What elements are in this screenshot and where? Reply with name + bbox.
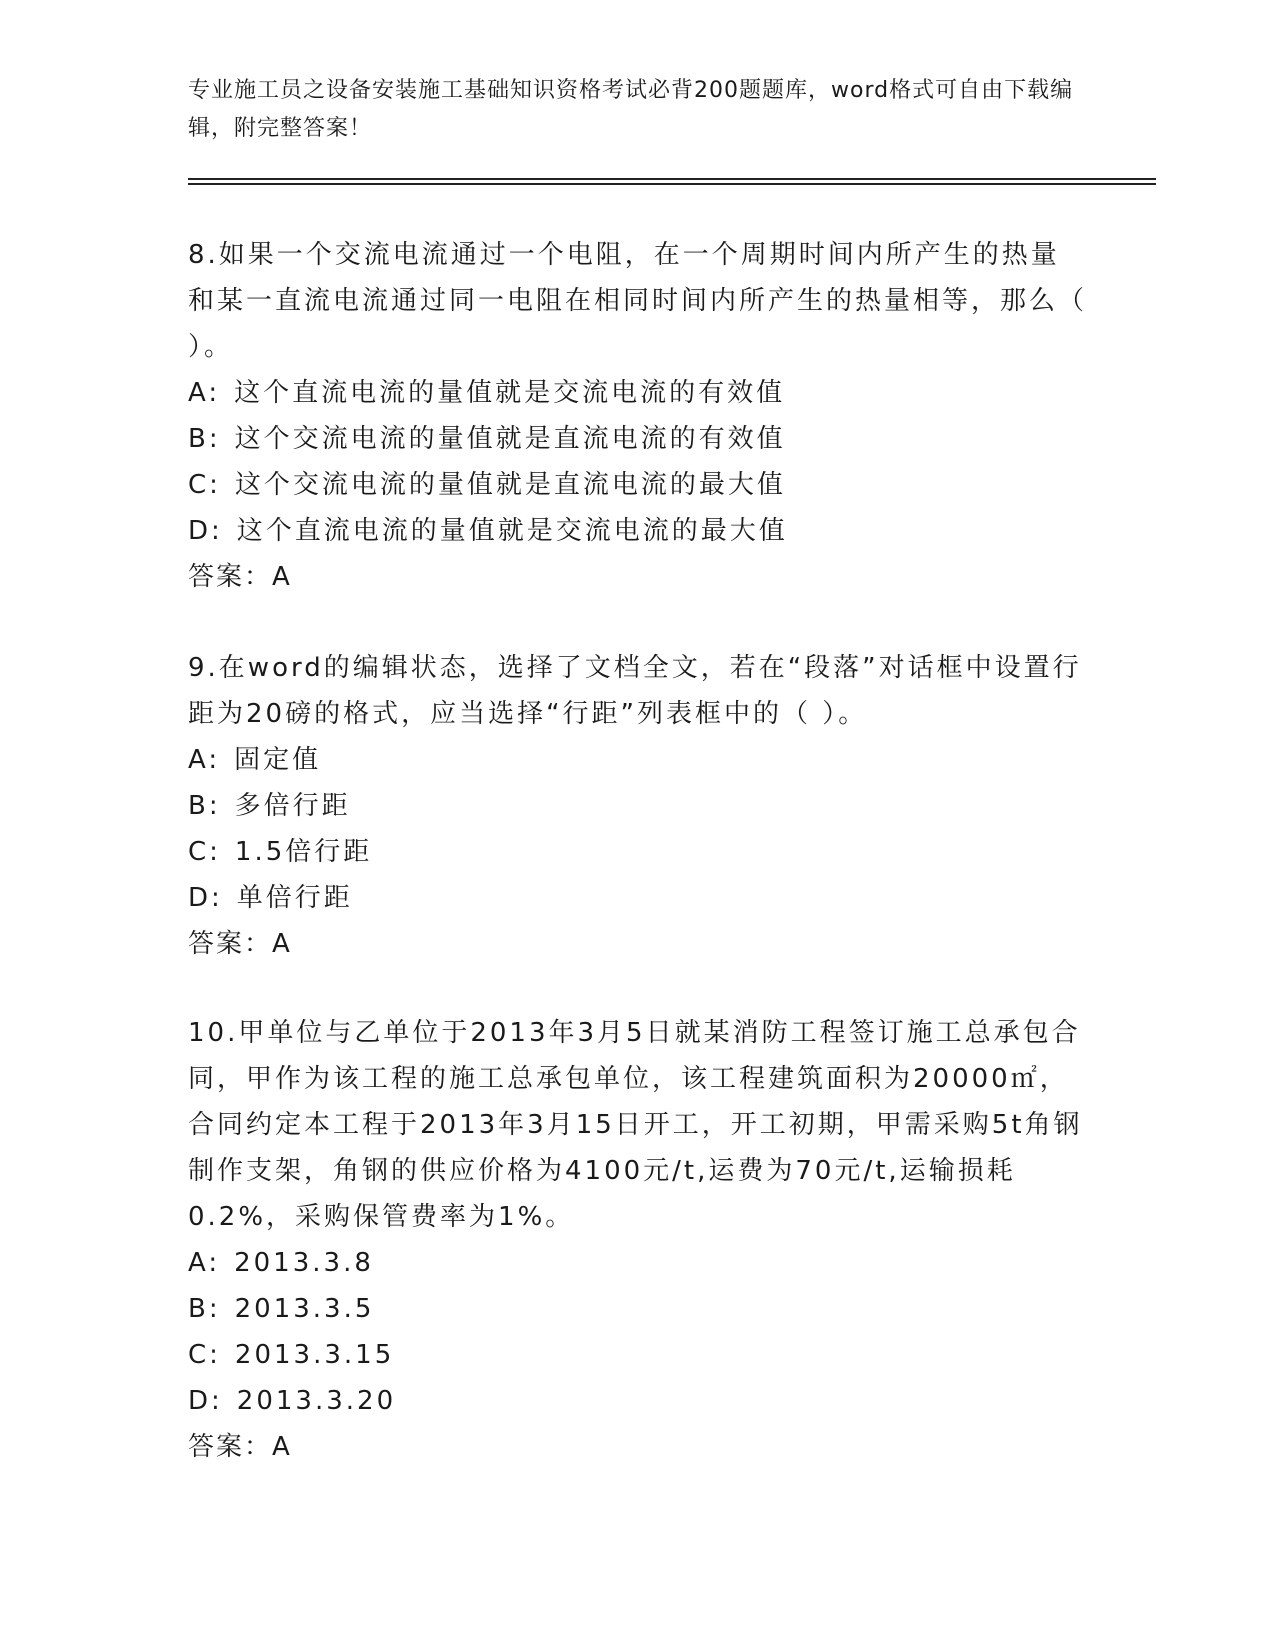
option-text: 2013.3.8 bbox=[234, 1248, 374, 1278]
question-8 bbox=[188, 232, 1088, 600]
option-b bbox=[188, 416, 1088, 462]
answer: 答案：A bbox=[188, 562, 292, 592]
option-b bbox=[188, 783, 1088, 829]
option-letter: A: bbox=[188, 745, 221, 775]
question-stem: 10.甲单位与乙单位于2013年3月5日就某消防工程签订施工总承包合同，甲作为该工程的施工总承包单位，该工程建筑面积为20000㎡，合同约定本工程于2013年3月15日开工，开工初期，甲需采购5t角钢制作支架，角钢的供应价格为4100元/t,运费为70元/t,运输损耗0.2%，采购保管费率为1%。 bbox=[188, 1018, 1083, 1232]
option-d bbox=[188, 1378, 1088, 1424]
question-9 bbox=[188, 645, 1088, 967]
option-text: 这个交流电流的量值就是直流电流的最大值 bbox=[234, 470, 786, 500]
option-letter: C: bbox=[188, 1340, 221, 1370]
option-text: 多倍行距 bbox=[234, 791, 351, 821]
option-a bbox=[188, 370, 1088, 416]
option-d bbox=[188, 875, 1088, 921]
option-b bbox=[188, 1286, 1088, 1332]
option-letter: C: bbox=[188, 837, 221, 867]
option-letter: B: bbox=[188, 1294, 221, 1324]
option-c bbox=[188, 1332, 1088, 1378]
answer: 答案：A bbox=[188, 929, 292, 959]
option-text: 2013.3.20 bbox=[236, 1386, 397, 1416]
option-letter: D: bbox=[188, 1386, 223, 1416]
document-header: 专业施工员之设备安装施工基础知识资格考试必背200题题库，word格式可自由下载编辑，附完整答案！ bbox=[188, 78, 1074, 141]
option-letter: C: bbox=[188, 470, 221, 500]
question-stem: 9.在word的编辑状态，选择了文档全文，若在“段落”对话框中设置行距为20磅的格式，应当选择“行距”列表框中的（ ）。 bbox=[188, 653, 1082, 729]
option-letter: D: bbox=[188, 883, 223, 913]
option-c bbox=[188, 829, 1088, 875]
option-c bbox=[188, 462, 1088, 508]
option-text: 这个直流电流的量值就是交流电流的最大值 bbox=[236, 516, 788, 546]
option-a bbox=[188, 737, 1088, 783]
question-stem: 8.如果一个交流电流通过一个电阻，在一个周期时间内所产生的热量和某一直流电流通过同一电阻在相同时间内所产生的热量相等，那么（ ）。 bbox=[188, 240, 1088, 362]
option-letter: A: bbox=[188, 1248, 221, 1278]
option-text: 2013.3.15 bbox=[234, 1340, 395, 1370]
answer: 答案：A bbox=[188, 1432, 292, 1462]
header-divider-bottom bbox=[188, 183, 1156, 185]
option-text: 1.5倍行距 bbox=[234, 837, 373, 867]
option-text: 这个直流电流的量值就是交流电流的有效值 bbox=[234, 378, 786, 408]
option-text: 这个交流电流的量值就是直流电流的有效值 bbox=[234, 424, 786, 454]
option-text: 单倍行距 bbox=[236, 883, 353, 913]
option-letter: A: bbox=[188, 378, 221, 408]
option-letter: B: bbox=[188, 791, 221, 821]
option-letter: B: bbox=[188, 424, 221, 454]
option-d bbox=[188, 508, 1088, 554]
question-10 bbox=[188, 1010, 1088, 1470]
header-divider-top bbox=[188, 178, 1156, 180]
option-text: 2013.3.5 bbox=[234, 1294, 375, 1324]
option-a bbox=[188, 1240, 1088, 1286]
option-text: 固定值 bbox=[234, 745, 322, 775]
option-letter: D: bbox=[188, 516, 223, 546]
